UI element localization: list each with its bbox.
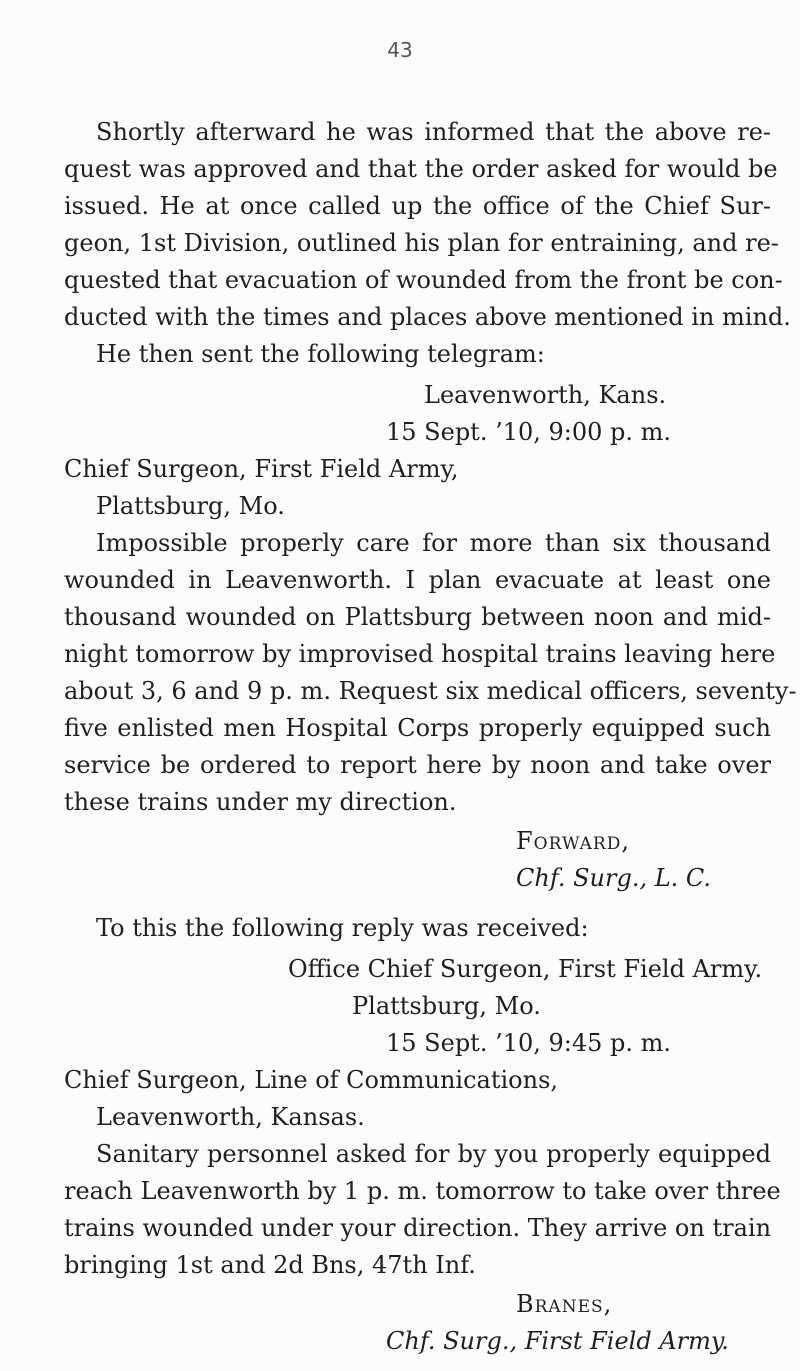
paragraph-line: Shortly afterward he was informed that the above re- (96, 118, 771, 146)
telegram-body-line: Sanitary personnel asked for by you properly equipped (96, 1140, 771, 1168)
page-number: 43 (387, 38, 413, 62)
telegram-addressee: Chief Surgeon, Line of Communications, (64, 1066, 559, 1094)
paragraph-line: quest was approved and that the order asked for would be (64, 155, 778, 183)
telegram-place: Plattsburg, Mo. (352, 992, 541, 1020)
telegram-signature-title: Chf. Surg., L. C. (516, 864, 712, 892)
telegram-signature-title: Chf. Surg., First Field Army. (386, 1327, 729, 1355)
telegram-body-line: these trains under my direction. (64, 788, 457, 816)
telegram-intro: He then sent the following telegram: (96, 340, 545, 368)
telegram-intro: To this the following reply was received: (96, 914, 589, 942)
telegram-signature-name: Forward, (516, 827, 630, 855)
paragraph-line: geon, 1st Division, outlined his plan for entraining, and re- (64, 229, 779, 257)
paragraph-line: quested that evacuation of wounded from the front be con- (64, 266, 783, 294)
paragraph-line: issued. He at once called up the office of the Chief Sur- (64, 192, 771, 220)
telegram-addressee: Chief Surgeon, First Field Army, (64, 455, 459, 483)
telegram-office: Office Chief Surgeon, First Field Army. (288, 955, 763, 983)
telegram-body-line: trains wounded under your direction. They arrive on train (64, 1214, 772, 1242)
telegram-body-line: night tomorrow by improvised hospital trains leaving here (64, 640, 776, 668)
telegram-body-line: five enlisted men Hospital Corps properly equipped such (64, 714, 771, 742)
telegram-addressee-city: Plattsburg, Mo. (96, 492, 285, 520)
paragraph-line: ducted with the times and places above mentioned in mind. (64, 303, 791, 331)
telegram-body-line: about 3, 6 and 9 p. m. Request six medical officers, seventy- (64, 677, 797, 705)
telegram-addressee-city: Leavenworth, Kansas. (96, 1103, 365, 1131)
telegram-body-line: wounded in Leavenworth. I plan evacuate at least one (64, 566, 771, 594)
telegram-datetime: 15 Sept. ’10, 9:00 p. m. (386, 418, 672, 446)
telegram-body-line: thousand wounded on Plattsburg between noon and mid- (64, 603, 771, 631)
telegram-body-line: service be ordered to report here by noon and take over (64, 751, 771, 779)
telegram-body-line: bringing 1st and 2d Bns, 47th Inf. (64, 1251, 476, 1279)
telegram-body-line: reach Leavenworth by 1 p. m. tomorrow to take over three (64, 1177, 781, 1205)
telegram-datetime: 15 Sept. ’10, 9:45 p. m. (386, 1029, 672, 1057)
telegram-signature-name: Branes, (516, 1290, 613, 1318)
telegram-body-line: Impossible properly care for more than six thousand (96, 529, 771, 557)
telegram-place: Leavenworth, Kans. (424, 381, 667, 409)
